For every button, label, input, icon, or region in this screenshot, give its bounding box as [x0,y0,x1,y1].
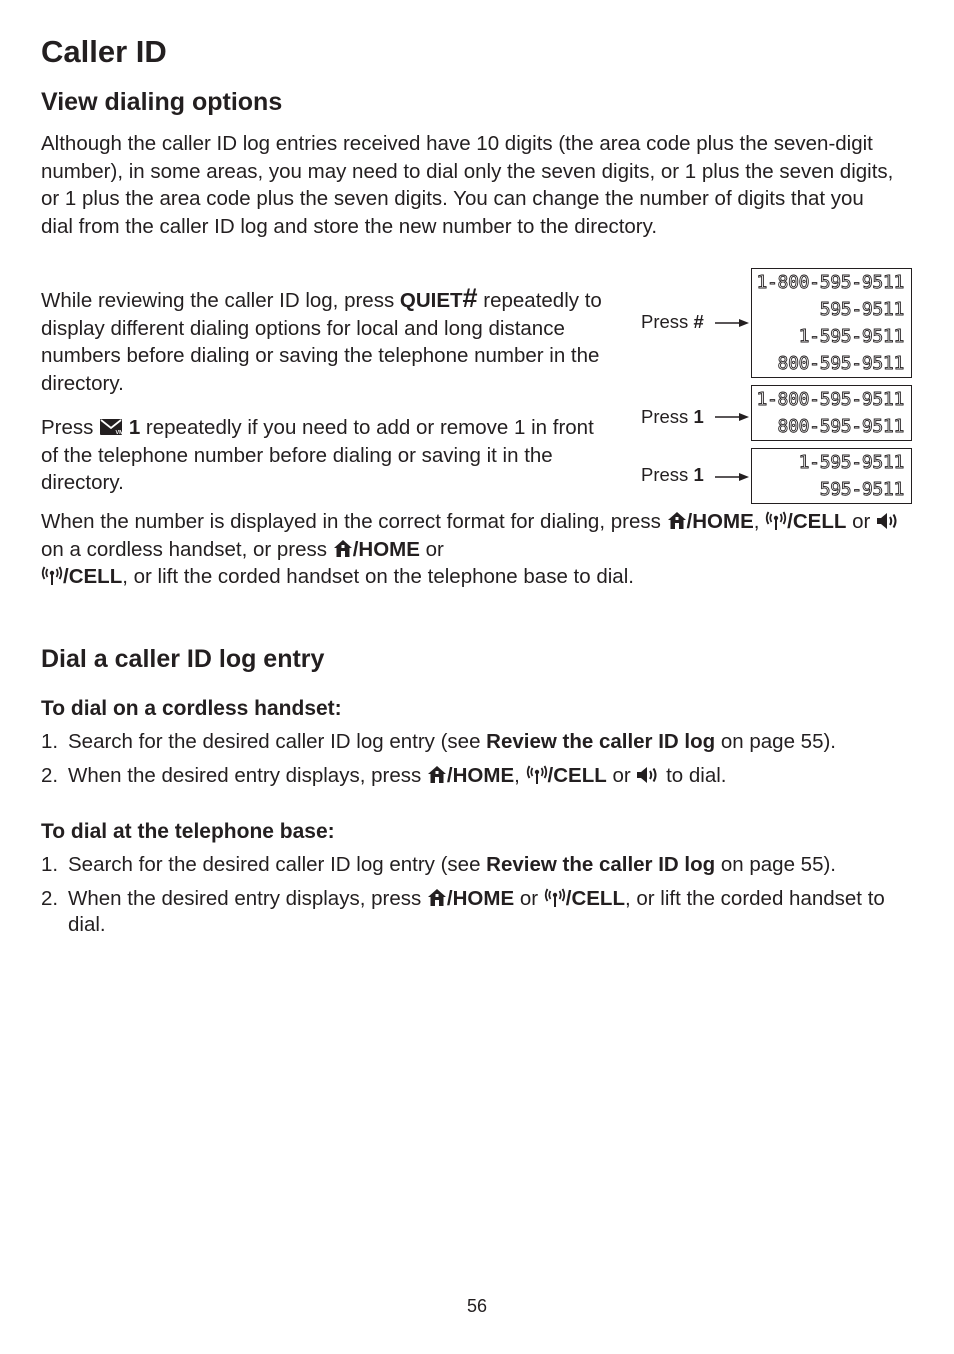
lcd-line: 1-595-9511 [798,326,904,347]
arrow-icon [715,318,749,328]
lcd-line: 1-800-595-9511 [756,389,904,410]
lcd-line: 800-595-9511 [777,353,904,374]
key-1-text-2: repeatedly if you need to add or remove 1 in front of the telephone number before dialing or saving it in the directory. [41,416,594,494]
quiet-text-2: repeatedly to display different dialing options for local and long distance numbers before dialing or saving the telephone number in the directory. [41,289,602,395]
page-title: Caller ID [41,34,167,69]
cell-icon [765,511,787,531]
or-text: or [514,887,544,910]
dial-format-paragraph [41,508,911,591]
press-key: 1 [693,406,704,427]
dial-text-3: , or lift the corded handset on the telephone base to dial. [122,565,634,588]
step-number: 2. [41,887,59,910]
home-key-label: /HOME [446,764,515,787]
speaker-icon [876,511,900,531]
step-text: Search for the desired caller ID log entry (see [68,730,487,753]
home-icon [427,765,447,785]
or-text: or [419,537,444,561]
intro-paragraph: Although the caller ID log entries received have 10 digits (the area code plus the seven-digit number), in some areas, you may need to dial only the seven digits, or 1 plus the seven digits, or 1 plus the area code plus the seven digits. You can change the number of digits that you dial from the caller ID log and store the new number to the directory. [41,132,894,238]
lcd-line: 1-800-595-9511 [756,272,904,293]
lcd-display-2 [751,385,912,441]
handset-steps-list [41,729,921,797]
step-number: 1. [41,853,59,876]
cell-key-label: /CELL [787,510,847,533]
cell-key-label: /CELL [63,565,123,588]
step-text: Search for the desired caller ID log entry (see [68,853,487,876]
press-word: Press [641,311,694,332]
home-key-label: /HOME [686,510,754,533]
comma-separator: , [753,510,766,533]
step-number: 1. [41,730,59,753]
or-text: or [606,764,637,787]
section-heading-dial-caller-id-log-entry: Dial a caller ID log entry [41,645,325,673]
lcd-display-1 [751,268,912,378]
or-text: or [846,510,876,533]
quiet-key-label: QUIET [399,289,463,312]
press-key: # [693,311,704,332]
press-1-label [641,464,704,486]
step-reference: Review the caller ID log [486,853,716,876]
home-key-label: /HOME [446,887,515,910]
key-1-text-1: Press [41,416,100,439]
quiet-key-paragraph [41,283,606,397]
subheading-cordless-handset: To dial on a cordless handset: [41,697,342,720]
comma-separator: , [514,764,526,787]
press-key: 1 [693,464,704,485]
cell-icon [544,888,566,908]
lcd-line: 1-595-9511 [798,452,904,473]
step-text: on page 55). [715,853,836,876]
message-icon [99,417,123,437]
arrow-icon [715,412,749,422]
base-steps-list [41,852,921,946]
subheading-telephone-base: To dial at the telephone base: [41,820,335,843]
quiet-text-1: While reviewing the caller ID log, press [41,289,400,312]
cell-key-label: /CELL [547,764,607,787]
key-1-paragraph [41,414,606,497]
hash-key-label: # [462,283,478,313]
lcd-line: 595-9511 [819,479,904,500]
arrow-icon [715,472,749,482]
cell-key-label: /CELL [565,887,625,910]
step-text: When the desired entry displays, press [68,887,427,910]
press-1-label [641,406,704,428]
speaker-icon [636,765,660,785]
lcd-line: 800-595-9511 [777,416,904,437]
home-icon [667,511,687,531]
step-reference: Review the caller ID log [486,730,716,753]
lcd-line: 595-9511 [819,299,904,320]
list-item [41,729,921,755]
dial-text-1: When the number is displayed in the correct format for dialing, press [41,510,667,533]
press-word: Press [641,464,694,485]
lcd-display-3 [751,448,912,504]
press-hash-label [641,311,704,333]
home-key-label: /HOME [352,537,420,561]
step-text: When the desired entry displays, press [68,764,427,787]
cell-icon [41,566,63,586]
home-icon [333,539,353,559]
list-item [41,852,921,878]
page-number: 56 [466,1296,488,1316]
step-number: 2. [41,764,59,787]
step-text: on page 55). [715,730,836,753]
list-item [41,886,921,938]
step-text: to dial. [660,764,727,787]
step-text: , or lift the corded handset to dial. [68,887,885,936]
list-item [41,763,921,789]
cell-icon [526,765,548,785]
dial-text-2: on a cordless handset, or press [41,537,333,561]
press-word: Press [641,406,694,427]
key-1-label: 1 [128,416,141,439]
section-heading-view-dialing-options: View dialing options [41,88,283,116]
home-icon [427,888,447,908]
